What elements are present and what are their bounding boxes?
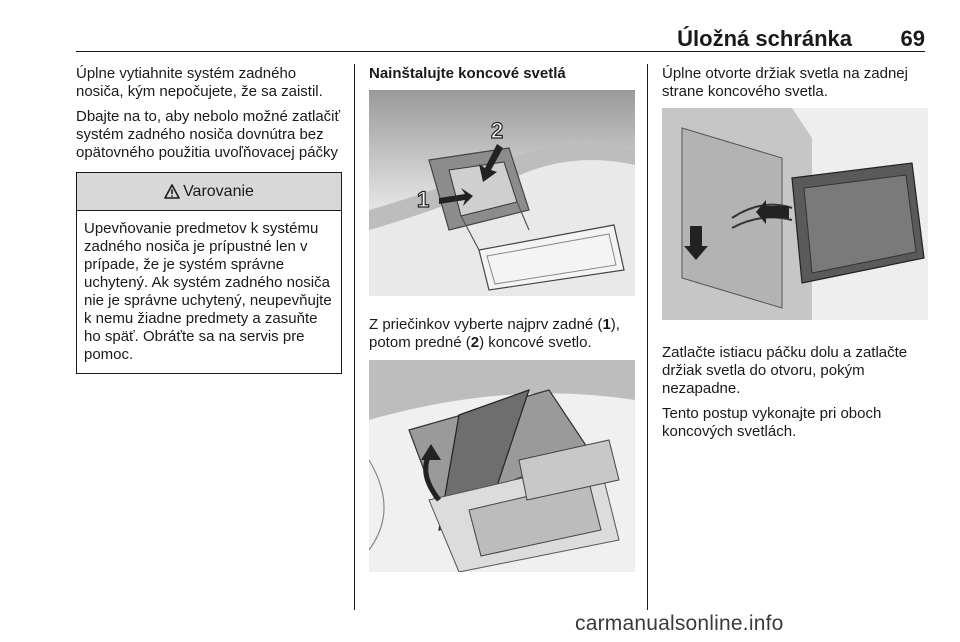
section-heading: Nainštalujte koncové svetlá [369,65,566,82]
tail-light-holder-figure [369,360,635,572]
warning-box [76,172,342,374]
instruction-paragraph: Dbajte na to, aby nebolo možné zatlačiť systém zadného nosiča dovnútra bez opätovného použitia uvoľňovacej páčky [76,108,341,161]
instruction-paragraph: Úplne vytiahnite systém zadného nosiča, kým nepočujete, že sa zaistil. [76,65,323,100]
callout-1: 1 [417,187,430,212]
warning-triangle-icon [164,184,180,199]
light-holder-open-figure [662,108,928,320]
column-2 [369,65,635,572]
column-divider-2 [647,64,648,610]
header-divider [76,51,925,52]
column-divider-1 [354,64,355,610]
instruction-paragraph: Zatlačte istiacu páčku dolu a zatlačte držiak svetla do otvoru, pokým nezapadne. [662,344,908,397]
column-3 [662,65,928,448]
warning-text: Upevňovanie predmetov k systému zadného nosiča je prípustné len v prípade, že je systém správne uchytený. Ak systém zadného nosiča nie je správne uchytený, neupevňujte k nemu žiadne predmety a zasuňte ho späť. Obráťte sa na servis pre pomoc. [84,220,332,363]
tail-light-removal-figure [369,90,635,296]
column-1 [76,65,342,374]
instruction-paragraph: Tento postup vykonajte pri oboch koncových svetlách. [662,405,882,440]
warning-header [77,173,341,211]
page-title: Úložná schránka [677,26,852,51]
page-number: 69 [900,26,925,51]
watermark: carmanualsonline.info [575,612,784,635]
callout-2: 2 [491,118,504,143]
instruction-paragraph: Z priečinkov vyberte najprv zadné (1), potom predné (2) koncové svetlo. [369,316,620,351]
instruction-paragraph: Úplne otvorte držiak svetla na zadnej strane koncového svetla. [662,65,908,100]
warning-title: Varovanie [183,182,254,200]
